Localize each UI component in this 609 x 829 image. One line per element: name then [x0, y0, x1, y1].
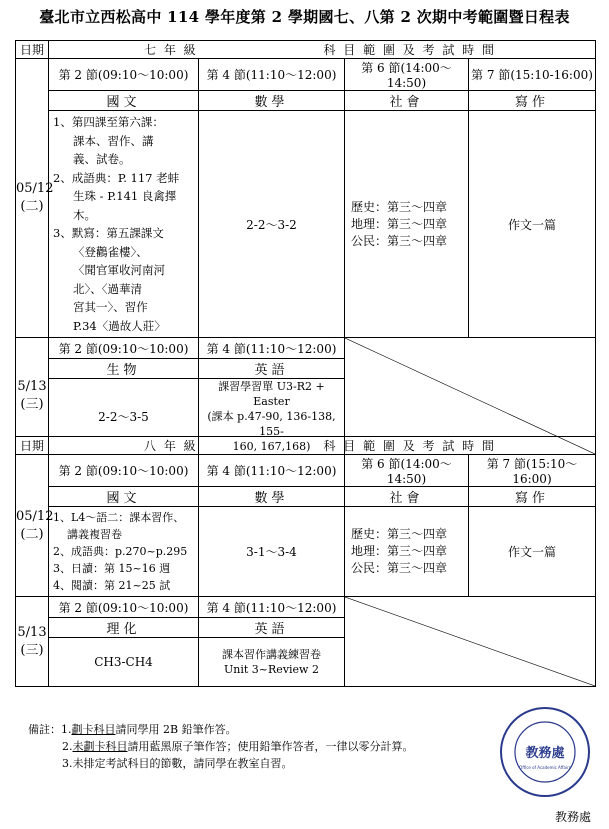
- note-number: 1.: [61, 723, 72, 736]
- date-text: 5/13: [17, 379, 47, 394]
- note-2: [28, 738, 468, 755]
- date-text: 05/12: [16, 508, 54, 524]
- grade-header: [49, 41, 596, 59]
- sci-range-cell: CH3-CH4: [49, 638, 199, 687]
- date-header: 日期: [16, 437, 49, 455]
- range-line: 講義複習卷: [67, 528, 122, 541]
- period-cell: 第 2 節(09:10～10:00): [49, 455, 199, 487]
- subject-cell: 生物: [49, 359, 199, 379]
- note-1: [28, 721, 468, 738]
- note-underlined: 劃卡科目: [71, 723, 116, 736]
- notes-section: [28, 721, 468, 772]
- range-label: 科 目 範 圍 及 考 試 時 間: [323, 439, 496, 453]
- range-line: 義、試卷。: [73, 152, 131, 166]
- writing-range-cell: 作文一篇: [469, 507, 596, 597]
- range-line: 公民：第三～四章: [351, 561, 448, 575]
- subject-cell: 寫作: [469, 487, 596, 507]
- date-header: 日期: [16, 41, 49, 59]
- math-range-cell: 3-1～3-4: [199, 507, 345, 597]
- weekday-text: (二): [20, 526, 44, 542]
- range-line: 1、L4～語二：課本習作、: [53, 511, 185, 524]
- range-line: 3、默寫：第五課課文: [53, 226, 164, 240]
- range-line: 〈登鸛雀樓〉、: [73, 244, 148, 259]
- office-signature: 教務處: [555, 810, 592, 824]
- grade8-schedule-table: [15, 436, 596, 687]
- range-line: 宮其一〉、習作: [73, 300, 148, 314]
- subject-cell: 理化: [49, 618, 199, 638]
- subject-cell: 社會: [345, 91, 469, 111]
- period-cell: 第 6 節(14:00～14:50): [345, 59, 469, 91]
- svg-text:教務處: 教務處: [525, 746, 565, 761]
- subject-cell: 國文: [49, 487, 199, 507]
- subject-cell: 寫作: [469, 91, 596, 111]
- writing-range-cell: 作文一篇: [469, 111, 596, 338]
- chinese-range-cell: [49, 111, 199, 338]
- subject-cell: 數學: [199, 91, 345, 111]
- period-cell: 第 2 節(09:10～10:00): [49, 338, 199, 359]
- bio-range-cell: 2-2～3-5: [49, 379, 199, 455]
- period-cell: 第 2 節(09:10～10:00): [49, 597, 199, 618]
- grade-header: [49, 437, 596, 455]
- page-title: 臺北市立西松高中 114 學年度第 2 學期國七、八第 2 次期中考範圍暨日程表: [39, 8, 570, 26]
- grade7-schedule-table: [15, 40, 596, 455]
- range-line: 2、成語典：p.270~p.295: [53, 545, 188, 558]
- range-line: 生珠 - P.141 良禽擇: [73, 189, 177, 203]
- range-line: 4、閱讀：第 21~25 試: [53, 579, 171, 592]
- math-range-cell: 2-2～3-2: [199, 111, 345, 338]
- english-range-cell: [199, 638, 345, 687]
- date-cell: [16, 597, 49, 687]
- grade-label: 八 年 級: [144, 439, 198, 453]
- date-text: 5/13: [17, 624, 47, 640]
- period-cell: 第 2 節(09:10～10:00): [49, 59, 199, 91]
- range-line: 木。: [73, 207, 96, 222]
- period-cell: 第 6 節(14:00～14:50): [345, 455, 469, 487]
- subject-cell: 國文: [49, 91, 199, 111]
- weekday-text: (三): [20, 397, 44, 412]
- note-number: 2.: [62, 740, 73, 753]
- range-line: 課本、習作、講: [73, 133, 154, 148]
- range-line: Unit 3~Review 2: [224, 663, 319, 676]
- period-cell: 第 4 節(11:10～12:00): [199, 338, 345, 359]
- svg-text:Office of Academic Affairs: Office of Academic Affairs: [519, 765, 571, 770]
- empty-slash-cell: [345, 597, 596, 687]
- seal-icon: [498, 705, 592, 799]
- subject-cell: 數學: [199, 487, 345, 507]
- range-line: 1、第四課至第六課：: [53, 115, 164, 129]
- period-cell: 第 7 節(15:10-16:00): [469, 59, 596, 91]
- weekday-text: (二): [20, 199, 44, 214]
- grade-label: 七 年 級: [144, 43, 198, 57]
- social-range-cell: [345, 111, 469, 338]
- range-line: 〈聞官軍收河南河: [73, 263, 165, 277]
- period-cell: 第 4 節(11:10～12:00): [199, 455, 345, 487]
- weekday-text: (三): [20, 642, 44, 658]
- range-line: 課本習作講義練習卷: [222, 648, 321, 661]
- range-line: 地理：第三～四章: [351, 216, 448, 231]
- note-underlined: 未劃卡科目: [72, 740, 128, 753]
- subject-cell: 社會: [345, 487, 469, 507]
- subject-cell: 英語: [199, 618, 345, 638]
- range-line: 地理：第三～四章: [351, 544, 448, 558]
- note-text: 請用藍黑原子筆作答；使用鉛筆作答者，一律以零分計算。: [127, 740, 414, 753]
- office-seal: [498, 705, 592, 799]
- range-line: 2、成語典：P. 117 老蚌: [53, 170, 180, 185]
- note-3: 3.未排定考試科目的節數，請同學在教室自習。: [62, 757, 293, 770]
- range-line: 北〉、〈過華清: [73, 281, 142, 296]
- chinese-range-cell: [49, 507, 199, 597]
- date-text: 05/12: [16, 181, 54, 196]
- period-cell: 第 4 節(11:10～12:00): [199, 59, 345, 91]
- range-line: 公民：第三～四章: [351, 233, 448, 248]
- range-line: P.34〈過故人莊〉: [73, 318, 166, 333]
- notes-label: 備註：: [28, 723, 61, 736]
- diagonal-line: [345, 597, 595, 686]
- period-cell: 第 4 節(11:10～12:00): [199, 597, 345, 618]
- range-line: (課本 p.47-90, 136-138, 155-: [207, 410, 336, 438]
- range-label: 科 目 範 圍 及 考 試 時 間: [323, 43, 496, 57]
- period-cell: 第 7 節(15:10～16:00): [469, 455, 596, 487]
- range-line: 課習學習單 U3-R2 + Easter: [218, 380, 325, 408]
- subject-cell: 英語: [199, 359, 345, 379]
- range-line: 歷史：第三～四章: [351, 527, 448, 541]
- range-line: 3、日讀：第 15~16 週: [53, 562, 171, 575]
- note-text: 請同學用 2B 鉛筆作答。: [115, 723, 237, 736]
- range-line: 160, 167,168): [232, 440, 311, 453]
- date-cell: [16, 59, 54, 338]
- social-range-cell: [345, 507, 469, 597]
- date-cell: [16, 455, 54, 597]
- range-line: 歷史：第三～四章: [351, 199, 448, 214]
